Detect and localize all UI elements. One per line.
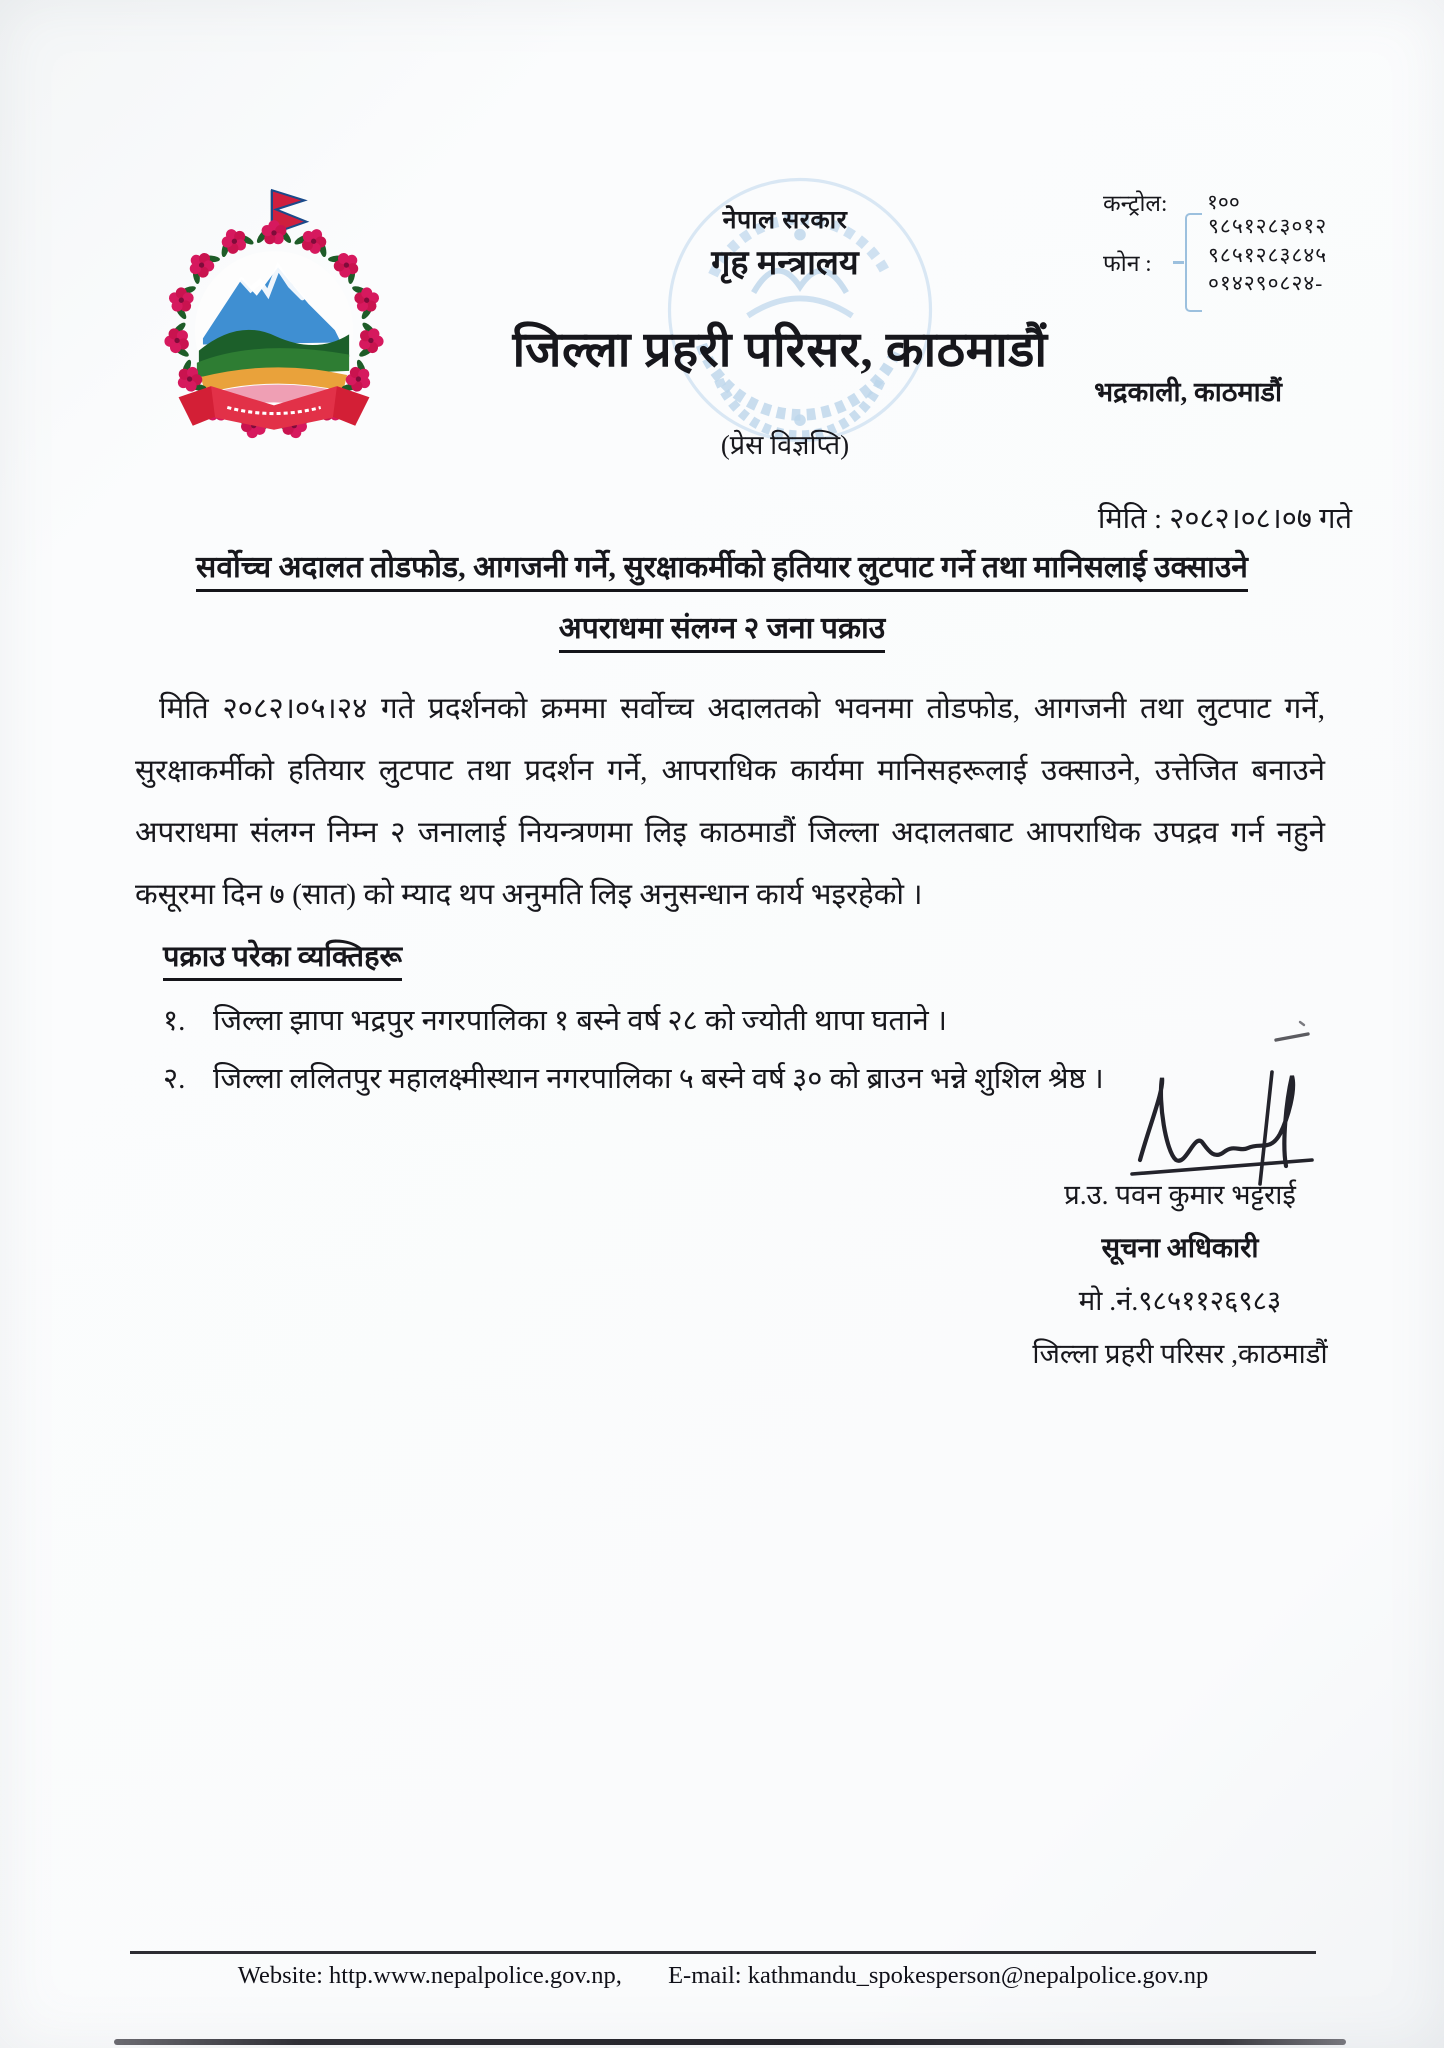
office-address: भद्रकाली, काठमाडौं bbox=[1094, 377, 1282, 407]
headline-line-2 bbox=[0, 606, 1444, 647]
headline-text: सर्वोच्च अदालत तोडफोड, आगजनी गर्ने, सुरक्षाकर्मीको हतियार लुटपाट गर्ने तथा मानिसलाई उक्साउने bbox=[196, 551, 1248, 592]
headline-line-1 bbox=[0, 545, 1444, 586]
office-title: जिल्ला प्रहरी परिसर, काठमाडौं bbox=[512, 322, 1048, 377]
list-item-text: जिल्ला ललितपुर महालक्ष्मीस्थान नगरपालिका ५ बस्ने वर्ष ३० को ब्राउन भन्ने शुशिल श्रेष्ठ । bbox=[213, 1063, 1104, 1095]
signatory-office: जिल्ला प्रहरी परिसर ,काठमाडौं bbox=[1032, 1338, 1328, 1369]
email-label: E-mail: bbox=[668, 1962, 742, 1989]
phone-bracket bbox=[1185, 213, 1202, 312]
list-item-text: जिल्ला झापा भद्रपुर नगरपालिका १ बस्ने वर्ष २८ को ज्योती थापा घताने । bbox=[213, 1005, 947, 1037]
footer-text bbox=[130, 1962, 1316, 1990]
footer-divider bbox=[130, 1951, 1316, 1954]
list-item-number: १. bbox=[163, 1005, 186, 1037]
phone-number: ०१४२९०८२४- bbox=[1208, 271, 1324, 295]
website-label: Website: bbox=[237, 1962, 323, 1989]
arrested-heading-text: पक्राउ परेका व्यक्तिहरू bbox=[163, 941, 402, 981]
pen-mark-artifact bbox=[1262, 1014, 1322, 1054]
website-url: http.www.nepalpolice.gov.np, bbox=[329, 1962, 622, 1989]
headline-text: अपराधमा संलग्न २ जना पक्राउ bbox=[559, 612, 885, 653]
control-label: कन्ट्रोल: bbox=[1103, 191, 1168, 216]
signatory-name: प्र.उ. पवन कुमार भट्टराई bbox=[1064, 1179, 1296, 1210]
date-line: मिति : २०८२।०८।०७ गते bbox=[1097, 503, 1352, 535]
list-item-number: २. bbox=[163, 1063, 186, 1095]
signatory-mobile: मो .नं.९८५११२६९८३ bbox=[1078, 1285, 1282, 1316]
nepal-government-emblem-icon bbox=[152, 176, 396, 444]
phone-number: ९८५१२८३०१२ bbox=[1208, 214, 1328, 238]
arrested-section-heading bbox=[163, 936, 402, 975]
email-address: kathmandu_spokesperson@nepalpolice.gov.np bbox=[747, 1962, 1209, 1989]
phone-number-list bbox=[1208, 212, 1327, 298]
signature-block bbox=[1010, 1168, 1350, 1380]
government-line: नेपाल सरकार bbox=[722, 207, 848, 234]
phone-label: फोन : bbox=[1103, 251, 1152, 276]
control-number: १०० bbox=[1207, 190, 1240, 214]
signatory-designation: सूचना अधिकारी bbox=[1101, 1232, 1259, 1263]
scan-edge-artifact bbox=[114, 2039, 1346, 2045]
phone-number: ९८५१२८३८४५ bbox=[1208, 242, 1328, 267]
press-release-label: (प्रेस विज्ञप्ति) bbox=[720, 430, 850, 460]
body-paragraph: मिति २०८२।०५।२४ गते प्रदर्शनको क्रममा सर्वोच्च अदालतको भवनमा तोडफोड, आगजनी तथा लुटपाट गर्ने, सुरक्षाकर्मीको हतियार लुटपाट तथा प्रदर्शन गर्ने, आपराधिक कार्यमा मानिसहरूलाई उक्साउने, उत्तेजित बनाउने अपराधमा संलग्न निम्न २ जनालाई नियन्त्रणमा लिइ काठमाडौं जिल्ला अदालतबाट आपराधिक उपद्रव गर्न नहुने कसूरमा दिन ७ (सात) को म्याद थप अनुमति लिइ अनुसन्धान कार्य भइरहेको । bbox=[135, 693, 1325, 911]
list-item bbox=[163, 992, 1303, 1050]
ministry-line: गृह मन्त्रालय bbox=[711, 245, 859, 282]
